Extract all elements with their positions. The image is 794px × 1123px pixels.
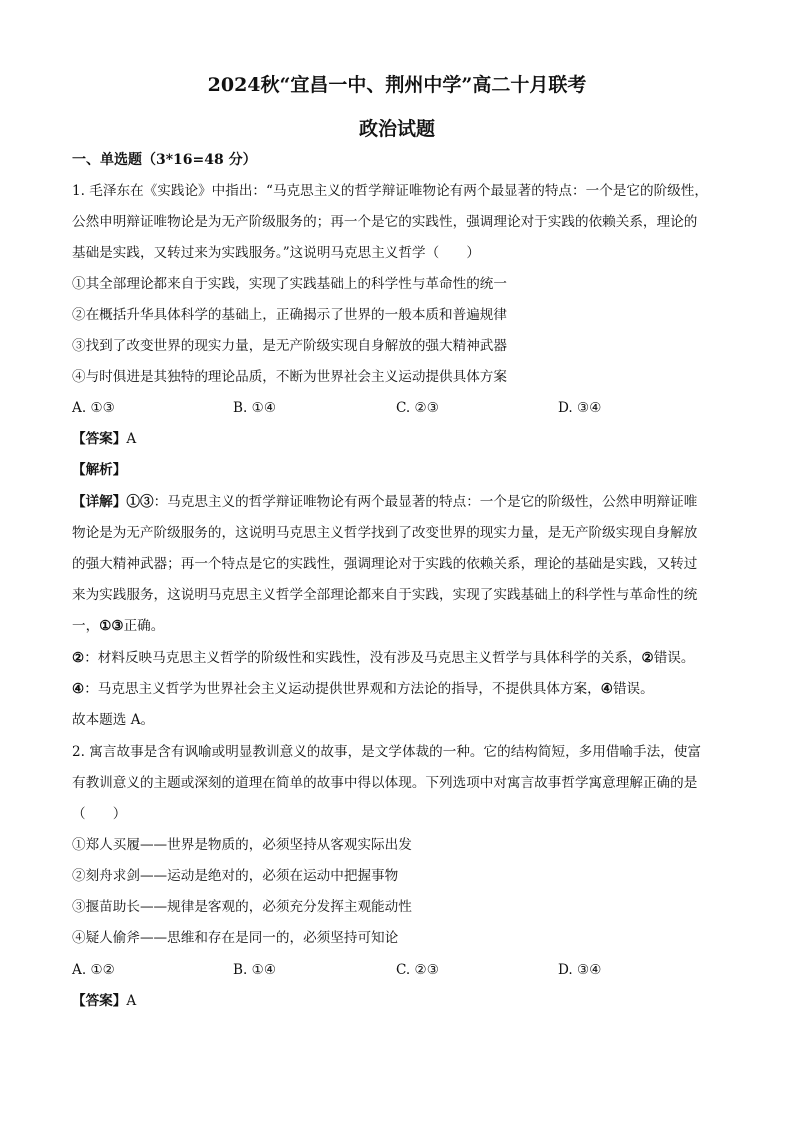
- q2-option-a: A. ①②: [72, 962, 115, 978]
- answer-value: A: [126, 431, 137, 447]
- q1-detail-line-2: 物论是为无产阶级服务的，这说明马克思主义哲学找到了改变世界的现实力量，是无产阶级实现自身解放: [72, 525, 698, 541]
- q1-detail-line-5: [72, 616, 732, 636]
- q1-detail-line-1: [72, 492, 732, 512]
- answer-tag: 【答案】: [72, 431, 127, 447]
- q1-stem-line-3: 基础是实践，又转过来为实践服务。”这说明马克思主义哲学（ ）: [72, 245, 480, 261]
- explain-mark: ④: [600, 681, 613, 697]
- q2-statement-3: ③揠苗助长——规律是客观的，必须充分发挥主观能动性: [72, 899, 412, 915]
- detail-mark: ①③: [99, 618, 124, 634]
- q2-option-d: D. ③④: [558, 962, 602, 978]
- detail-tag: 【详解】: [72, 494, 127, 510]
- q1-statement-3: ③找到了改变世界的现实力量，是无产阶级实现自身解放的强大精神武器: [72, 338, 507, 354]
- q1-option-d: D. ③④: [558, 400, 602, 416]
- explain-text: 错误。: [612, 681, 654, 697]
- detail-lead: ①③: [126, 494, 154, 510]
- explain-text: ：材料反映马克思主义哲学的阶级性和实践性，没有涉及马克思主义哲学与具体科学的关系，: [84, 650, 642, 666]
- explain-text: ：马克思主义哲学为世界社会主义运动提供世界观和方法论的指导，不提供具体方案，: [84, 681, 601, 697]
- q1-detail-line-3: 的强大精神武器；再一个特点是它的实践性，强调理论对于实践的依赖关系，理论的基础是实践，又转过: [72, 556, 698, 572]
- q2-option-c: C. ②③: [396, 962, 439, 978]
- q1-answer: [72, 429, 732, 449]
- q2-statement-4: ④疑人偷斧——思维和存在是同一的，必须坚持可知论: [72, 930, 399, 946]
- q2-statement-2: ②刻舟求剑——运动是绝对的，必须在运动中把握事物: [72, 868, 399, 884]
- exam-subtitle: 政治试题: [358, 118, 435, 140]
- q1-statement-1: ①其全部理论都来自于实践，实现了实践基础上的科学性与革命性的统一: [72, 276, 507, 292]
- detail-text: ：马克思主义的哲学辩证唯物论有两个最显著的特点：一个是它的阶级性，公然申明辩证唯: [153, 494, 698, 510]
- q1-statement-2: ②在概括升华具体科学的基础上，正确揭示了世界的一般本质和普遍规律: [72, 307, 507, 323]
- q1-conclusion: 故本题选 A。: [72, 712, 155, 728]
- exam-title: 2024秋“宜昌一中、荆州中学”高二十月联考: [207, 74, 587, 96]
- explain-lead: ④: [72, 681, 85, 697]
- q1-statement-4: ④与时俱进是其独特的理论品质，不断为世界社会主义运动提供具体方案: [72, 369, 507, 385]
- explain-text: 错误。: [653, 650, 695, 666]
- q1-analysis-tag: [72, 460, 732, 480]
- answer-value: A: [126, 993, 137, 1009]
- q1-detail-line-4: 来为实践服务，这说明马克思主义哲学全部理论都来自于实践，实现了实践基础上的科学性与革命性的统: [72, 587, 698, 603]
- q1-option-c: C. ②③: [396, 400, 439, 416]
- q2-stem-line-2: 有教训意义的主题或深刻的道理在简单的故事中得以体现。下列选项中对寓言故事哲学寓意理解正确的是: [72, 775, 698, 791]
- explain-lead: ②: [72, 650, 85, 666]
- answer-tag: 【答案】: [72, 993, 127, 1009]
- detail-text: 正确。: [123, 618, 165, 634]
- q2-stem-line-3: （ ）: [72, 806, 127, 822]
- q2-statement-1: ①郑人买履——世界是物质的，必须坚持从客观实际出发: [72, 837, 412, 853]
- q2-answer: [72, 991, 732, 1011]
- q1-stem-line-1: 1. 毛泽东在《实践论》中指出：“马克思主义的哲学辩证唯物论有两个最显著的特点：一个是它的阶级性，: [72, 183, 708, 199]
- section-heading: 一、单选题（3*16=48 分）: [72, 152, 257, 168]
- q1-explain-4: [72, 679, 732, 699]
- q1-option-a: A. ①③: [72, 400, 115, 416]
- q1-stem-line-2: 公然申明辩证唯物论是为无产阶级服务的；再一个是它的实践性，强调理论对于实践的依赖关系，理论的: [72, 214, 698, 230]
- analysis-tag: 【解析】: [72, 462, 127, 478]
- q1-option-b: B. ①④: [233, 400, 277, 416]
- detail-text: 一，: [72, 618, 100, 634]
- q2-option-b: B. ①④: [233, 962, 277, 978]
- q2-stem-line-1: 2. 寓言故事是含有讽喻或明显教训意义的故事，是文学体裁的一种。它的结构简短，多用借喻手法，使富: [72, 744, 702, 760]
- q1-explain-2: [72, 648, 732, 668]
- explain-mark: ②: [641, 650, 654, 666]
